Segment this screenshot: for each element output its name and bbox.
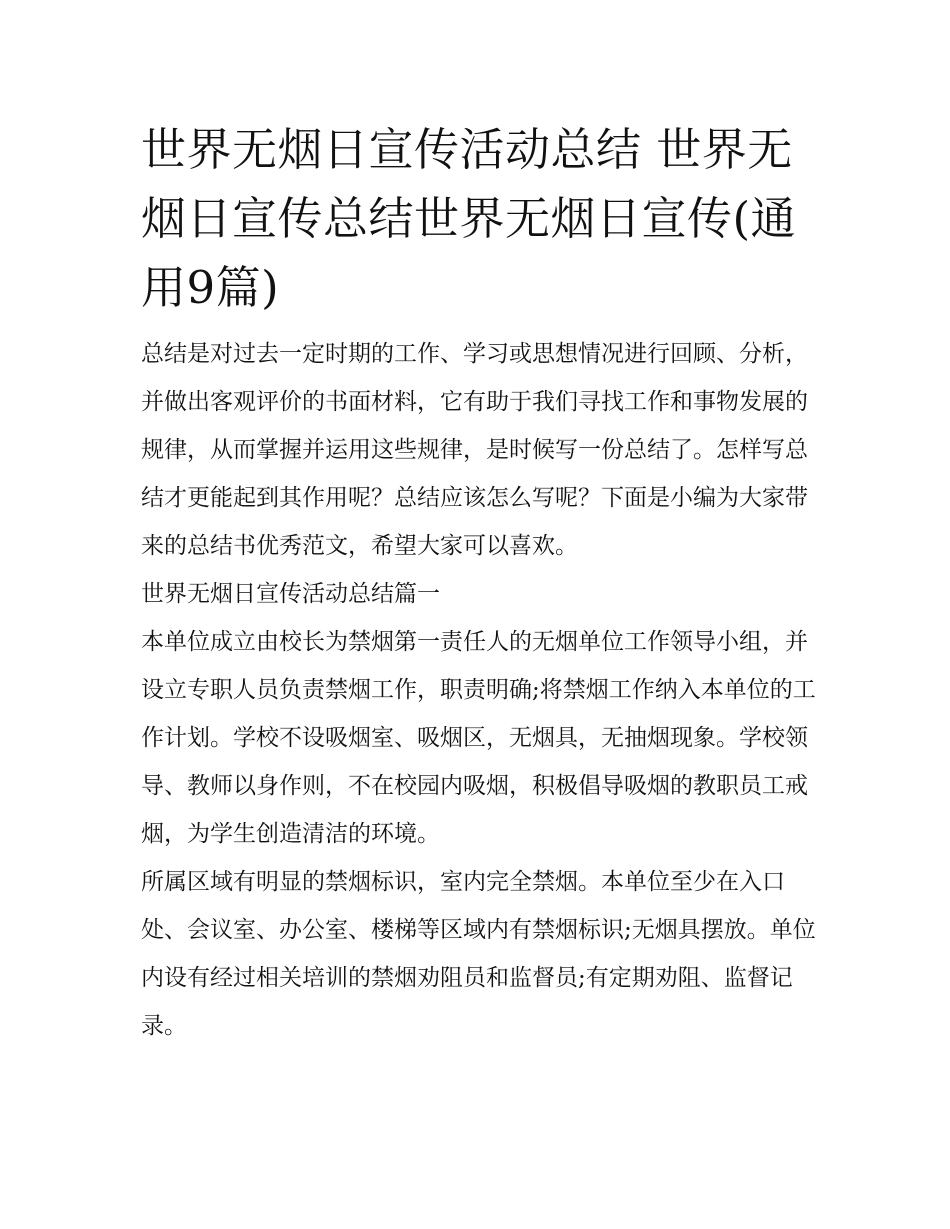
section-heading: 世界无烟日宣传活动总结篇一 xyxy=(141,581,440,607)
body-paragraph: 所属区域有明显的禁烟标识，室内完全禁烟。本单位至少在入口处、会议室、办公室、楼梯等区域内有禁烟标识;无烟具摆放。单位内设有经过相关培训的禁烟劝阻员和监督员;有定期劝阻、监督记录。 xyxy=(141,869,816,1039)
document-content xyxy=(141,115,821,1050)
body-paragraph: 本单位成立由校长为禁烟第一责任人的无烟单位工作领导小组，并设立专职人员负责禁烟工作，职责明确;将禁烟工作纳入本单位的工作计划。学校不设吸烟室、吸烟区，无烟具，无抽烟现象。学校领导、教师以身作则，不在校园内吸烟，积极倡导吸烟的教职员工戒烟，为学生创造清洁的环境。 xyxy=(141,629,816,847)
intro-paragraph: 总结是对过去一定时期的工作、学习或思想情况进行回顾、分析，并做出客观评价的书面材料，它有助于我们寻找工作和事物发展的规律，从而掌握并运用这些规律，是时候写一份总结了。怎样写总结才更能起到其作用呢？总结应该怎么写呢？下面是小编为大家带来的总结书优秀范文，希望大家可以喜欢。 xyxy=(141,341,808,559)
document-title: 世界无烟日宣传活动总结 世界无烟日宣传总结世界无烟日宣传(通用9篇) xyxy=(141,123,797,314)
